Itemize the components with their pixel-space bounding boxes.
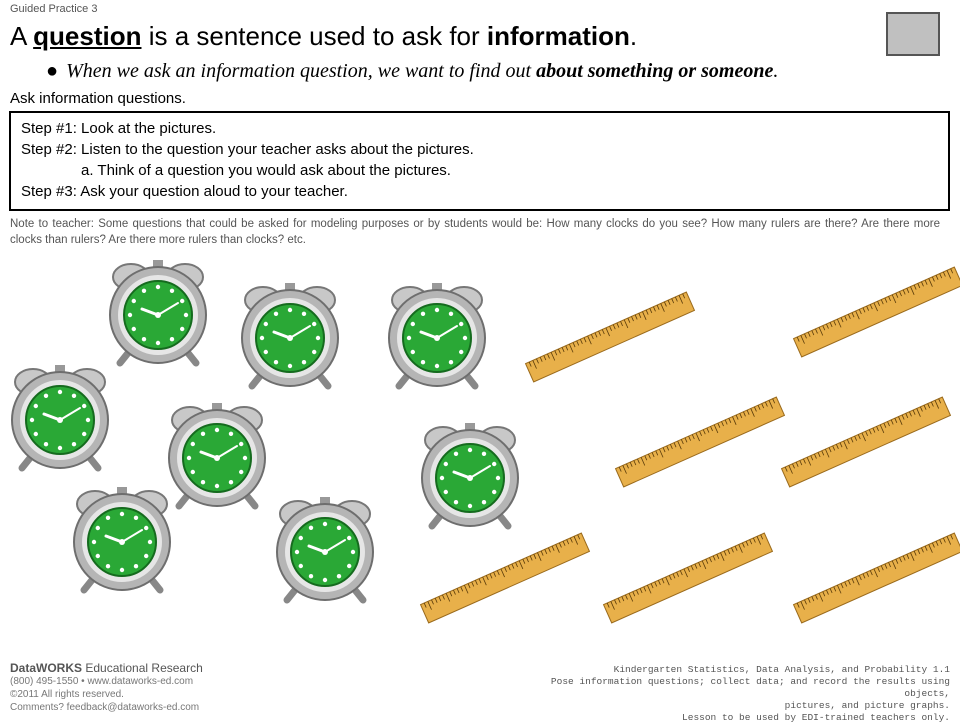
headline-end: . [629,21,638,51]
headline-keyword: information [486,21,630,51]
alarm-clock-icon [169,403,265,506]
alarm-clock-icon [422,423,518,526]
ruler-icon [421,533,590,623]
ruler-icon [794,533,960,623]
alarm-clock-icon [277,497,373,600]
alarm-clock-icon [74,487,170,590]
bullet-end: . [773,60,779,82]
feedback-email: Comments? feedback@dataworks-ed.com [10,702,200,713]
lesson-usage: Lesson to be used by EDI-trained teachers only. [682,712,950,723]
step-2a: a. Think of a question you would ask about the pictures. [81,162,451,179]
ruler-icon [604,533,773,623]
headline-part2: is a sentence used to ask for [141,21,487,51]
headline-part1: A [10,21,34,51]
guided-practice-label: Guided Practice 3 [10,3,98,15]
lesson-standard: Kindergarten Statistics, Data Analysis, and Probability 1.1 [613,664,950,675]
lesson-description-1: Pose information questions; collect data; and record the results using objects, [550,676,950,699]
alarm-clock-icon [12,365,108,468]
ruler-icon [526,292,695,382]
bullet-dot: ● [46,60,59,82]
teacher-note: Note to teacher: Some questions that could be asked for modeling purposes or by students would be: How many clocks do you see? How many rulers are there? Are there more clocks than rulers? Are there more rulers than clocks? etc. [10,218,940,246]
publisher-contact: (800) 495-1550 • www.dataworks-ed.com [10,676,194,687]
ruler-icon [794,267,960,357]
headline-term: question [33,21,142,51]
lesson-description-2: pictures, and picture graphs. [784,700,950,711]
instruction-text: Ask information questions. [10,90,186,107]
bullet-bold-text: about something or someone [536,60,774,82]
step-1: Step #1: Look at the pictures. [21,120,217,137]
alarm-clock-icon [389,283,485,386]
ruler-icon [782,397,951,487]
publisher-brand: DataWORKS Educational Research [10,661,203,675]
publisher-footer [10,662,203,714]
lesson-footer [510,664,950,724]
step-2: Step #2: Listen to the question your teacher asks about the pictures. [21,141,474,158]
step-3: Step #3: Ask your question aloud to your teacher. [21,183,348,200]
alarm-clock-icon [242,283,338,386]
ruler-icon [616,397,785,487]
bullet-text: When we ask an information question, we want to find out [66,60,537,82]
alarm-clock-icon [110,260,206,363]
copyright-text: ©2011 All rights reserved. [10,689,124,700]
